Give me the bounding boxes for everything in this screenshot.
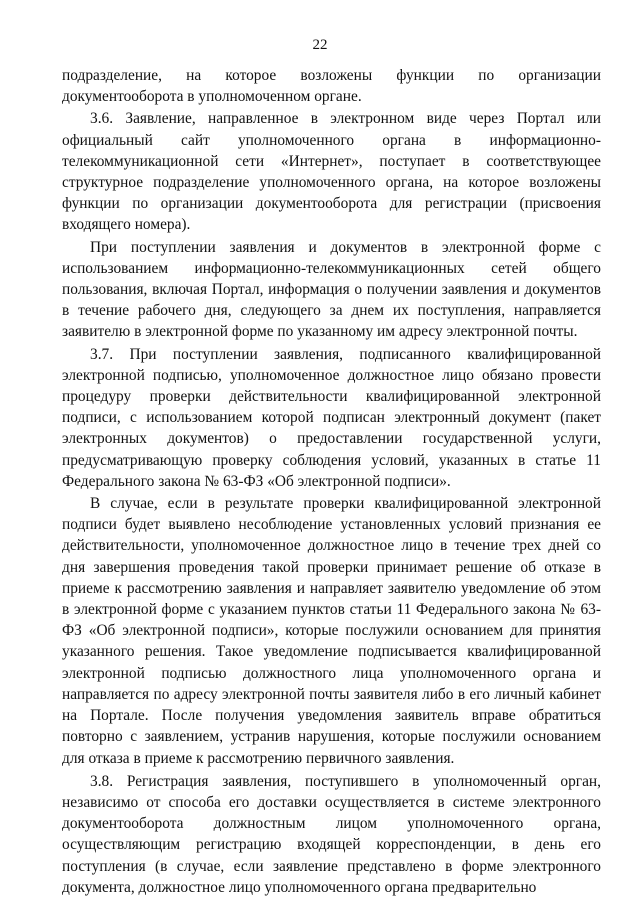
paragraph-electronic-receipt: При поступлении заявления и документов в электронной форме с использованием информационно-телекоммуникационных сетей общего пользования, включая Портал, информация о получении заявления и документов в течение рабочего дня, следующего за днем их поступления, направляется заявителю в электронной форме по указанному им адресу электронной почты. [62,238,601,341]
document-body [62,65,601,898]
paragraph-3-6: 3.6. Заявление, направленное в электронном виде через Портал или официальный сайт уполномоченного органа в информационно-телекоммуникационной сети «Интернет», поступает в соответствующее структурное подразделение уполномоченного органа, на которое возложены функции по организации документооборота для регистрации (присвоения входящего номера). [62,110,601,234]
paragraph-continuation: подразделение, на которое возложены функции по организации документооборота в уполномоченном органе. [62,67,601,106]
paragraph-3-7: 3.7. При поступлении заявления, подписанного квалифицированной электронной подписью, уполномоченное должностное лицо обязано провести процедуру проверки действительности квалифицированной электронной подписи, с использованием которой подписан электронный документ (пакет электронных документов) о предоставлении государственной услуги, предусматривающую проверку соблюдения условий, указанных в статье 11 Федерального закона № 63-ФЗ «Об электронной подписи». [62,345,601,490]
paragraph-3-8: 3.8. Регистрация заявления, поступившего в уполномоченный орган, независимо от способа его доставки осуществляется в системе электронного документооборота должностным лицом уполномоченного органа, осуществляющим регистрацию входящей корреспонденции, в день его поступления (в случае, если заявление представлено в форме электронного документа, должностное лицо уполномоченного органа предварительно [62,772,601,896]
paragraph-signature-check-result: В случае, если в результате проверки квалифицированной электронной подписи будет выявлено несоблюдение установленных условий признания ее действительности, уполномоченное должностное лицо в течение трех дней со дня завершения проведения такой проверки принимает решение об отказе в приеме к рассмотрению заявления и направляет заявителю уведомление об этом в электронной форме с указанием пунктов статьи 11 Федерального закона № 63-ФЗ «Об электронной подписи», которые послужили основанием для принятия указанного решения. Такое уведомление подписывается квалифицированной электронной подписью должностного лица уполномоченного органа и направляется по адресу электронной почты заявителя либо в его личный кабинет на Портале. После получения уведомления заявитель вправе обратиться повторно с заявлением, устранив нарушения, которые послужили основанием для отказа в приеме к рассмотрению первичного заявления. [62,495,601,767]
page-number: 22 [312,37,328,53]
